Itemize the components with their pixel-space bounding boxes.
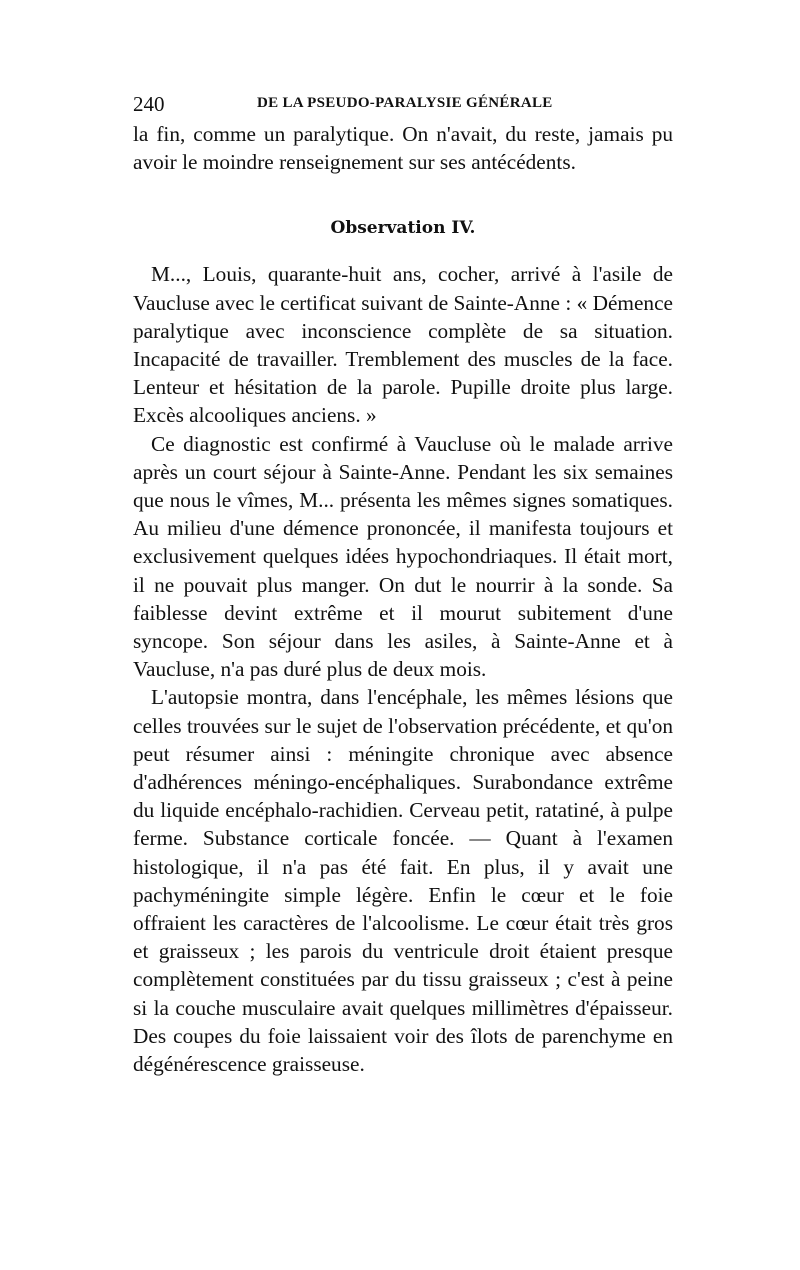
heading-spacer	[133, 240, 673, 260]
page-number: 240	[133, 92, 165, 116]
paragraph-diagnosis: Ce diagnostic est confirmé à Vaucluse où le malade arrive après un court séjour à Sainte-Anne. Pendant les six semaines que nous le vîmes, M... présenta les mêmes signes somatiques. Au milieu d'une démence prononcée, il manifesta toujours et exclusivement quelques idées hypochondriaques. Il était mort, il ne pouvait plus manger. On dut le nourrir à la sonde. Sa faiblesse devint extrême et il mourut subitement d'une syncope. Son séjour dans les asiles, à Sainte-Anne et à Vaucluse, n'a pas duré plus de deux mois.	[133, 431, 673, 682]
paragraph-autopsy: L'autopsie montra, dans l'encéphale, les mêmes lésions que celles trouvées sur le sujet de l'observation précédente, et qu'on peut résumer ainsi : méningite chronique avec absence d'adhérences méningo-encéphaliques. Surabondance extrême du liquide encéphalo-rachidien. Cerveau petit, ratatiné, à pulpe ferme. Substance corticale foncée. — Quant à l'examen histologique, il n'a pas été fait. En plus, il y avait une pachyméningite simple légère. Enfin le cœur et le foie offraient les caractères de l'alcoolisme. Le cœur était très gros et graisseux ; les parois du ventricule droit étaient presque complètement constituées par du tissu graisseux ; c'est à peine si la couche musculaire avait quelques millimètres d'épaisseur. Des coupes du foie laissaient voir des îlots de parenchyme en dégénérescence graisseuse.	[133, 685, 673, 1077]
observation-heading: Observation IV.	[330, 218, 476, 239]
paragraph-case-intro: M..., Louis, quarante-huit ans, cocher, arrivé à l'asile de Vaucluse avec le certificat suivant de Sainte-Anne : « Démence paralytique avec inconscience complète de sa situation. Incapacité de travailler. Tremblement des muscles de la face. Lenteur et hésitation de la parole. Pupille droite plus large. Excès alcooliques anciens. »	[133, 262, 673, 428]
continuation-paragraph: la fin, comme un paralytique. On n'avait, du reste, jamais pu avoir le moindre renseignement sur ses antécédents.	[133, 122, 673, 175]
book-page	[133, 92, 673, 1078]
running-title: DE LA PSEUDO-PARALYSIE GÉNÉRALE	[257, 95, 553, 111]
running-head	[133, 92, 673, 120]
